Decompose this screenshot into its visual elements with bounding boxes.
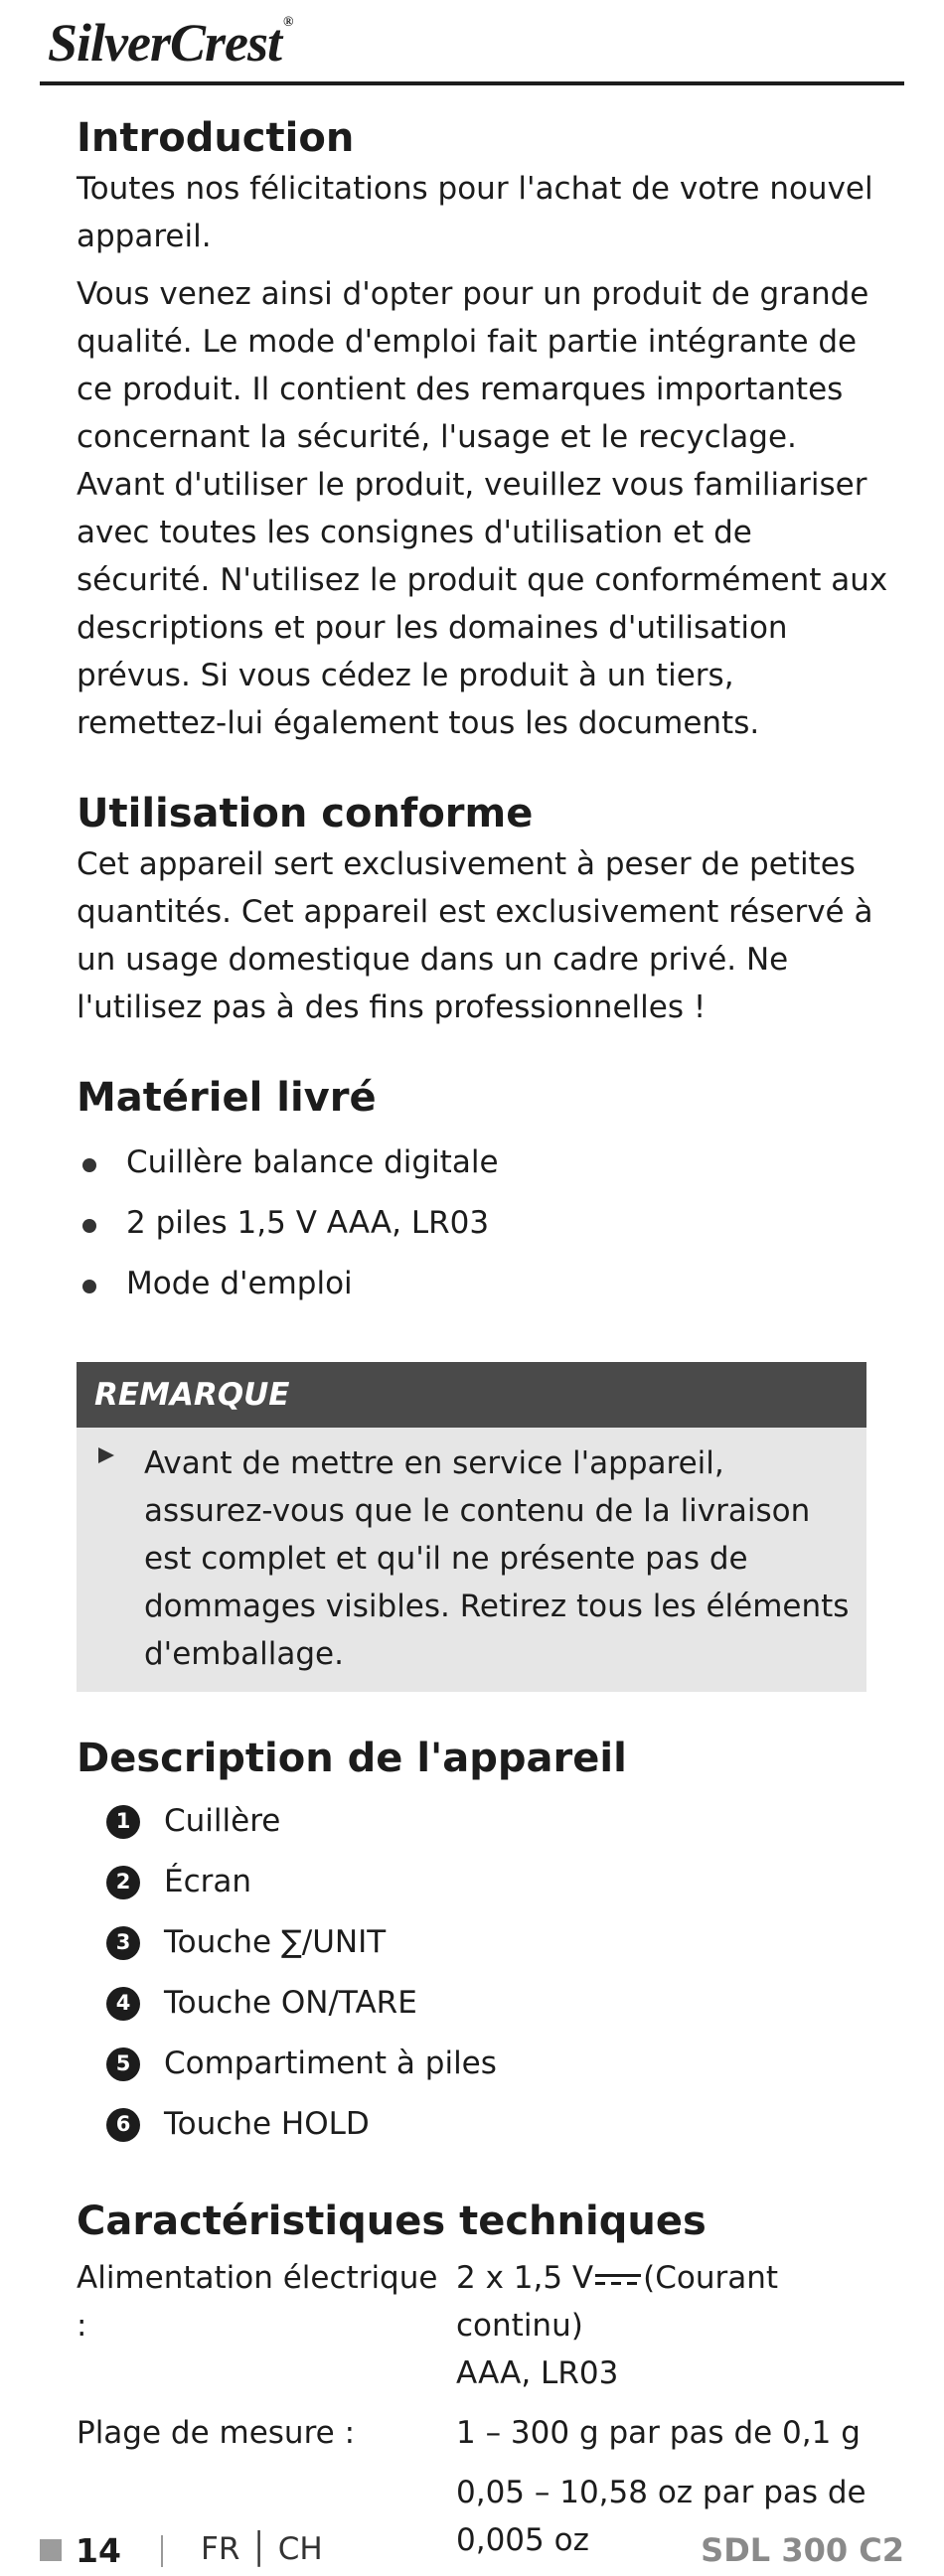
specs-table: [77, 2254, 891, 2576]
content: [77, 103, 891, 2576]
page-footer: [40, 2531, 904, 2571]
part-label: Compartiment à piles: [164, 2046, 497, 2081]
square-icon: [40, 2539, 62, 2561]
delivery-list: [77, 1133, 891, 1314]
introduction-paragraph-1: Toutes nos félicitations pour l'achat de votre nouvel appareil.: [77, 171, 873, 254]
range-grams: 1 – 300 g par pas de 0,1 g: [456, 2415, 861, 2451]
brand-name: SilverCrest: [48, 13, 282, 73]
introduction-title: Introduction: [77, 115, 355, 161]
delivery-title: Matériel livré: [77, 1075, 377, 1121]
list-item: [106, 2034, 891, 2094]
note-heading: REMARQUE: [77, 1362, 866, 1428]
description-title: Description de l'appareil: [77, 1736, 627, 1781]
list-item: [106, 1791, 891, 1852]
list-item: [77, 1193, 891, 1254]
part-label: Cuillère: [164, 1803, 281, 1839]
part-label: Touche ∑/UNIT: [164, 1924, 387, 1960]
number-badge-icon: 1: [106, 1805, 140, 1839]
model-number: SDL 300 C2: [701, 2531, 904, 2569]
usage-text: Cet appareil sert exclusivement à peser de petites quantités. Cet appareil est exclusivement réservé à un usage domestique dans un cadre privé. Ne l'utilisez pas à des fins professionnelles !: [77, 846, 873, 1025]
power-value: [456, 2254, 891, 2397]
list-item: [106, 1912, 891, 1973]
power-battery: AAA, LR03: [456, 2355, 619, 2391]
list-item: [77, 1133, 891, 1193]
power-label: Alimentation électrique :: [77, 2260, 438, 2344]
number-badge-icon: 3: [106, 1926, 140, 1960]
direct-current-icon: [595, 2271, 641, 2289]
range-ounces: 0,05 – 10,58 oz par pas de 0,005 oz: [456, 2475, 866, 2558]
section-usage: [77, 787, 891, 1031]
number-badge-icon: 5: [106, 2047, 140, 2081]
brand-logo: [48, 13, 293, 73]
section-specs: [77, 2195, 891, 2576]
part-label: Écran: [164, 1864, 252, 1899]
divider: [161, 2535, 163, 2567]
range-label: Plage de mesure :: [77, 2415, 356, 2451]
part-label: Touche HOLD: [164, 2106, 370, 2142]
arrow-right-icon: [98, 1447, 114, 1463]
section-description: [77, 1732, 891, 2155]
introduction-paragraph-2: Vous venez ainsi d'opter pour un produit de grande qualité. Le mode d'emploi fait partie intégrante de ce produit. Il contient des remarques importantes concernant la sécurité, l'usage et le recyclage. Avant d'utiliser le produit, veuillez vous familiariser avec toutes les consignes d'utilisation et de sécurité. N'utilisez le produit que conformément aux descriptions et pour les domaines d'utilisation prévus. Si vous cédez le produit à un tiers, remettez-lui également tous les documents.: [77, 276, 888, 741]
delivery-item-label: 2 piles 1,5 V AAA, LR03: [126, 1205, 490, 1241]
bullet-icon: [82, 1219, 96, 1233]
number-badge-icon: 6: [106, 2108, 140, 2142]
bullet-icon: [82, 1280, 96, 1293]
language-label: FR │ CH: [201, 2531, 323, 2567]
page-number: 14: [76, 2531, 121, 2570]
part-label: Touche ON/TARE: [164, 1985, 417, 2021]
list-item: [106, 1852, 891, 1912]
note-text: Avant de mettre en service l'appareil, assurez-vous que le contenu de la livraison est complet et qu'il ne présente pas de dommages visibles. Retirez tous les éléments d'emballage.: [144, 1445, 850, 1672]
note-box: [77, 1362, 866, 1692]
delivery-item-label: Cuillère balance digitale: [126, 1144, 499, 1180]
bullet-icon: [82, 1158, 96, 1172]
number-badge-icon: 4: [106, 1987, 140, 2021]
usage-title: Utilisation conforme: [77, 791, 534, 836]
power-voltage: 2 x 1,5 V: [456, 2260, 594, 2296]
power-type: (Courant continu): [456, 2260, 779, 2344]
registered-mark: ®: [283, 15, 293, 30]
parts-list: [77, 1791, 891, 2155]
list-item: [77, 1254, 891, 1314]
header-rule: [40, 81, 904, 85]
list-item: [106, 1973, 891, 2034]
delivery-item-label: Mode d'emploi: [126, 1266, 353, 1301]
section-delivery: [77, 1071, 891, 1314]
list-item: [106, 2094, 891, 2155]
specs-title: Caractéristiques techniques: [77, 2198, 707, 2244]
section-introduction: [77, 111, 891, 747]
note-body: [77, 1428, 866, 1678]
number-badge-icon: 2: [106, 1866, 140, 1899]
